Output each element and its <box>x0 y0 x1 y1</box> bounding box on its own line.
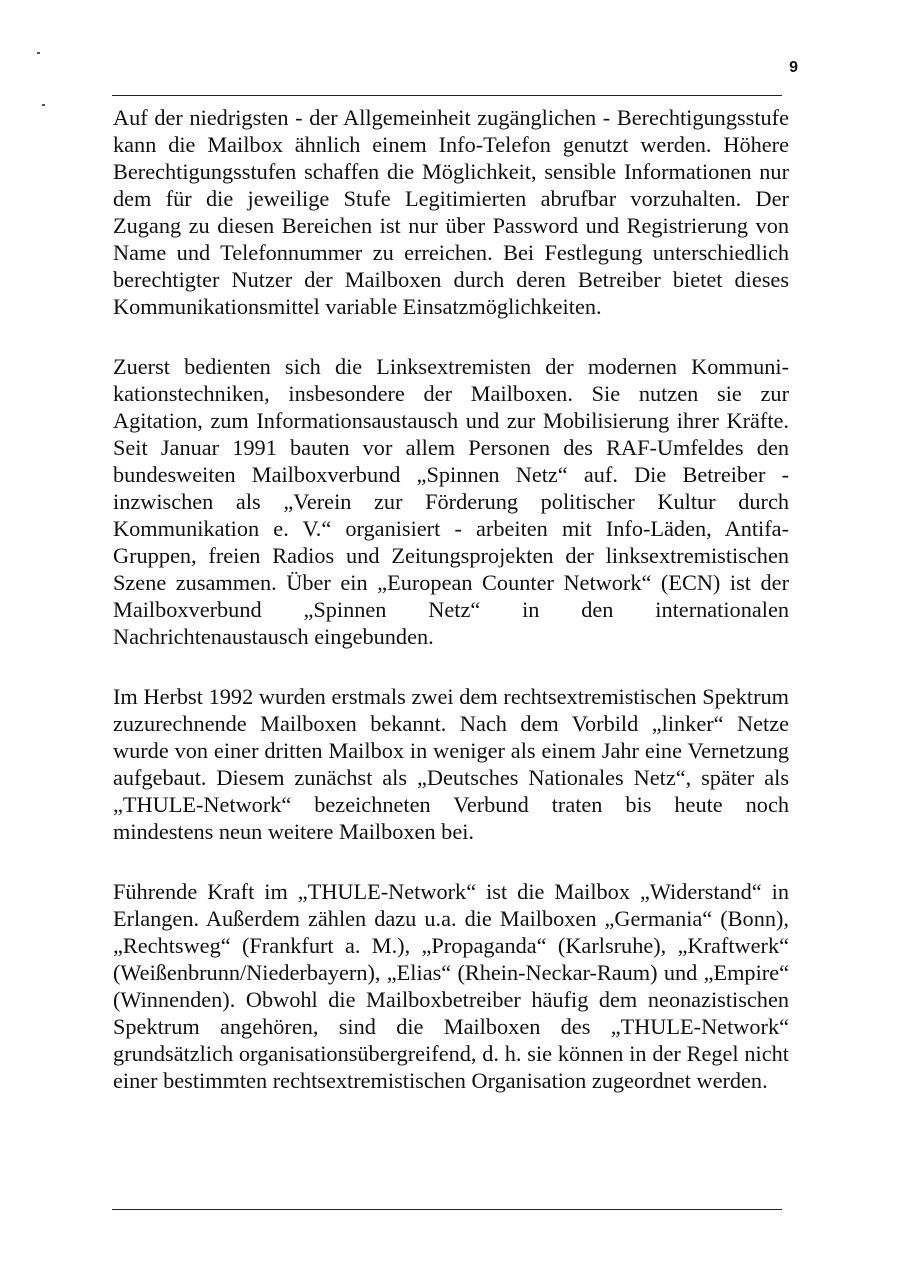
paragraph-access-levels: Auf der niedrigsten - der Allgemeinheit zugänglichen - Berechtigungsstufe kann die Mailbox ähnlich einem Info-Telefon genutzt werden. Höhere Berechtigungsstufen schaffen die Möglichkeit, sensible Informationen nur dem für die jeweilige Stufe Legitimierten abrufbar vorzuhalten. Der Zugang zu diesen Bereichen ist nur über Password und Registrierung von Name und Telefonnummer zu erreichen. Bei Festlegung unterschiedlich berechtigter Nutzer der Mailboxen durch deren Betreiber bietet dieses Kommunikationsmittel variable Einsatzmöglichkeiten. <box>113 105 789 319</box>
paragraph-right-extremists: Im Herbst 1992 wurden erstmals zwei dem rechtsextremistischen Spektrum zuzurechnende Mailboxen bekannt. Nach dem Vorbild „linker“ Netze wurde von einer dritten Mailbox in weniger als einem Jahr eine Vernetzung aufgebaut. Diesem zunächst als „Deutsches Nationales Netz“, später als „THULE-Network“ bezeichneten Verbund traten bis heute noch mindestens neun weitere Mailboxen bei. <box>113 684 789 844</box>
scan-speck <box>37 52 40 54</box>
footer-rule <box>112 1209 782 1210</box>
body-text <box>113 104 789 1127</box>
paragraph-thule-network: Führende Kraft im „THULE-Network“ ist die Mailbox „Widerstand“ in Erlangen. Außerdem zählen dazu u.a. die Mailboxen „Germania“ (Bonn), „Rechtsweg“ (Frankfurt a. M.), „Propaganda“ (Karlsruhe), „Kraftwerk“ (Weißenbrunn/Niederbayern), „Elias“ (Rhein-Neckar-Raum) und „Empire“ (Winnenden). Obwohl die Mailboxbetreiber häufig dem neonazistischen Spektrum angehören, sind die Mailboxen des „THULE-Network“ grundsätzlich organisationsübergreifend, d. h. sie können in der Regel nicht einer bestimmten rechtsextremistischen Organisation zugeordnet werden. <box>113 879 789 1093</box>
scan-speck <box>42 104 45 106</box>
page-number: 9 <box>789 59 798 76</box>
header-rule <box>112 95 782 96</box>
paragraph-left-extremists: Zuerst bedienten sich die Linksextremisten der modernen Kommunikationstechniken, insbesondere der Mailboxen. Sie nutzen sie zur Agitation, zum Informationsaustausch und zur Mobilisierung ihrer Kräfte. Seit Januar 1991 bauten vor allem Personen des RAF-Umfeldes den bundesweiten Mailboxverbund „Spinnen Netz“ auf. Die Betreiber - inzwischen als „Verein zur Förderung politischer Kultur durch Kommunikation e. V.“ organisiert - arbeiten mit Info-Läden, Antifa-Gruppen, freien Radios und Zeitungsprojekten der linksextremistischen Szene zusammen. Über ein „European Counter Network“ (ECN) ist der Mailboxverbund „Spinnen Netz“ in den internationalen Nachrichtenaustausch eingebunden. <box>113 354 789 649</box>
